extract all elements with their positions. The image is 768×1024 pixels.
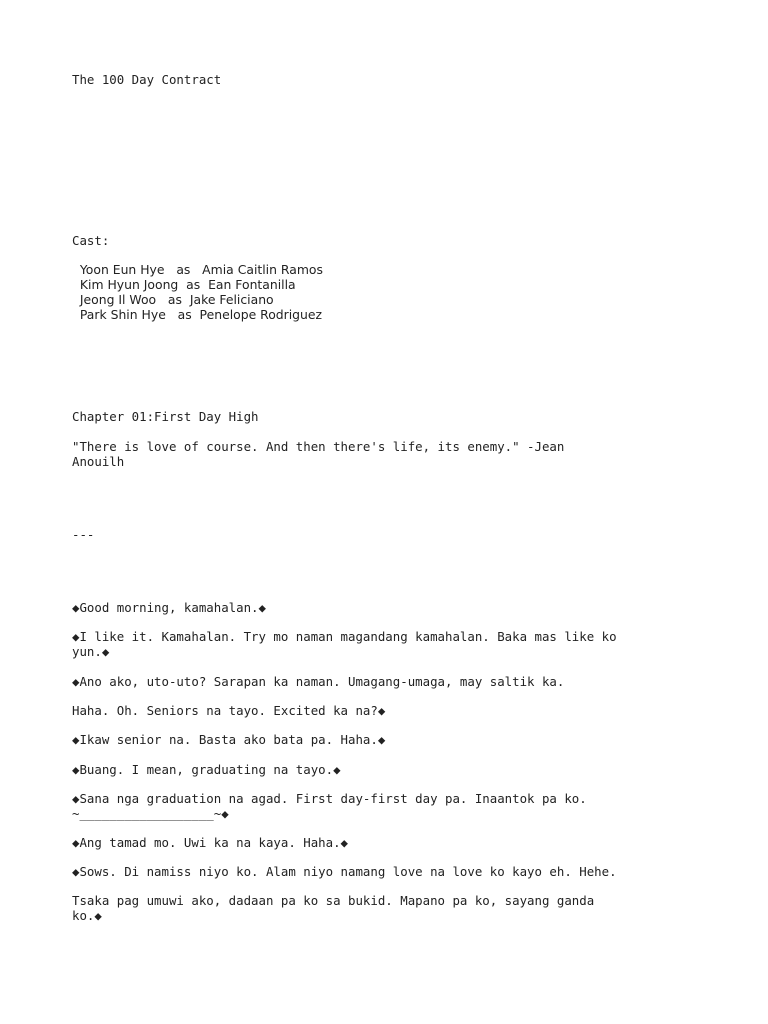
epigraph-quote: Anouilh: [72, 454, 125, 469]
cast-line: Park Shin Hye as Penelope Rodriguez: [72, 307, 323, 322]
dialogue-line: ◆Ikaw senior na. Basta ako bata pa. Haha.◆: [72, 732, 386, 747]
dialogue-line: Haha. Oh. Seniors na tayo. Excited ka na?◆: [72, 703, 386, 718]
cast-line: Yoon Eun Hye as Amia Caitlin Ramos: [72, 262, 323, 277]
dialogue-line: ◆Buang. I mean, graduating na tayo.◆: [72, 762, 341, 777]
dialogue-line: ◆Ang tamad mo. Uwi ka na kaya. Haha.◆: [72, 835, 349, 850]
document-title: The 100 Day Contract: [72, 72, 222, 87]
dialogue-line: Tsaka pag umuwi ako, dadaan pa ko sa bukid. Mapano pa ko, sayang ganda: [72, 893, 595, 908]
dialogue-line: ko.◆: [72, 908, 102, 923]
dialogue-line: ◆Sows. Di namiss niyo ko. Alam niyo namang love na love ko kayo eh. Hehe.: [72, 864, 617, 879]
cast-heading: Cast:: [72, 233, 110, 248]
cast-line: Kim Hyun Joong as Ean Fontanilla: [72, 277, 296, 292]
cast-line: Jeong Il Woo as Jake Feliciano: [72, 292, 274, 307]
dialogue-line: ◆Sana nga graduation na agad. First day-first day pa. Inaantok pa ko.: [72, 791, 587, 806]
dialogue-line: ◆Ano ako, uto-uto? Sarapan ka naman. Umagang-umaga, may saltik ka.: [72, 674, 565, 689]
chapter-title: Chapter 01:First Day High: [72, 409, 259, 424]
section-separator: ---: [72, 527, 95, 542]
dialogue-line: ~__________________~◆: [72, 806, 229, 821]
epigraph-quote: "There is love of course. And then there's life, its enemy." -Jean: [72, 439, 565, 454]
dialogue-line: ◆Good morning, kamahalan.◆: [72, 600, 266, 615]
dialogue-line: yun.◆: [72, 644, 110, 659]
dialogue-line: ◆I like it. Kamahalan. Try mo naman magandang kamahalan. Baka mas like ko: [72, 629, 617, 644]
